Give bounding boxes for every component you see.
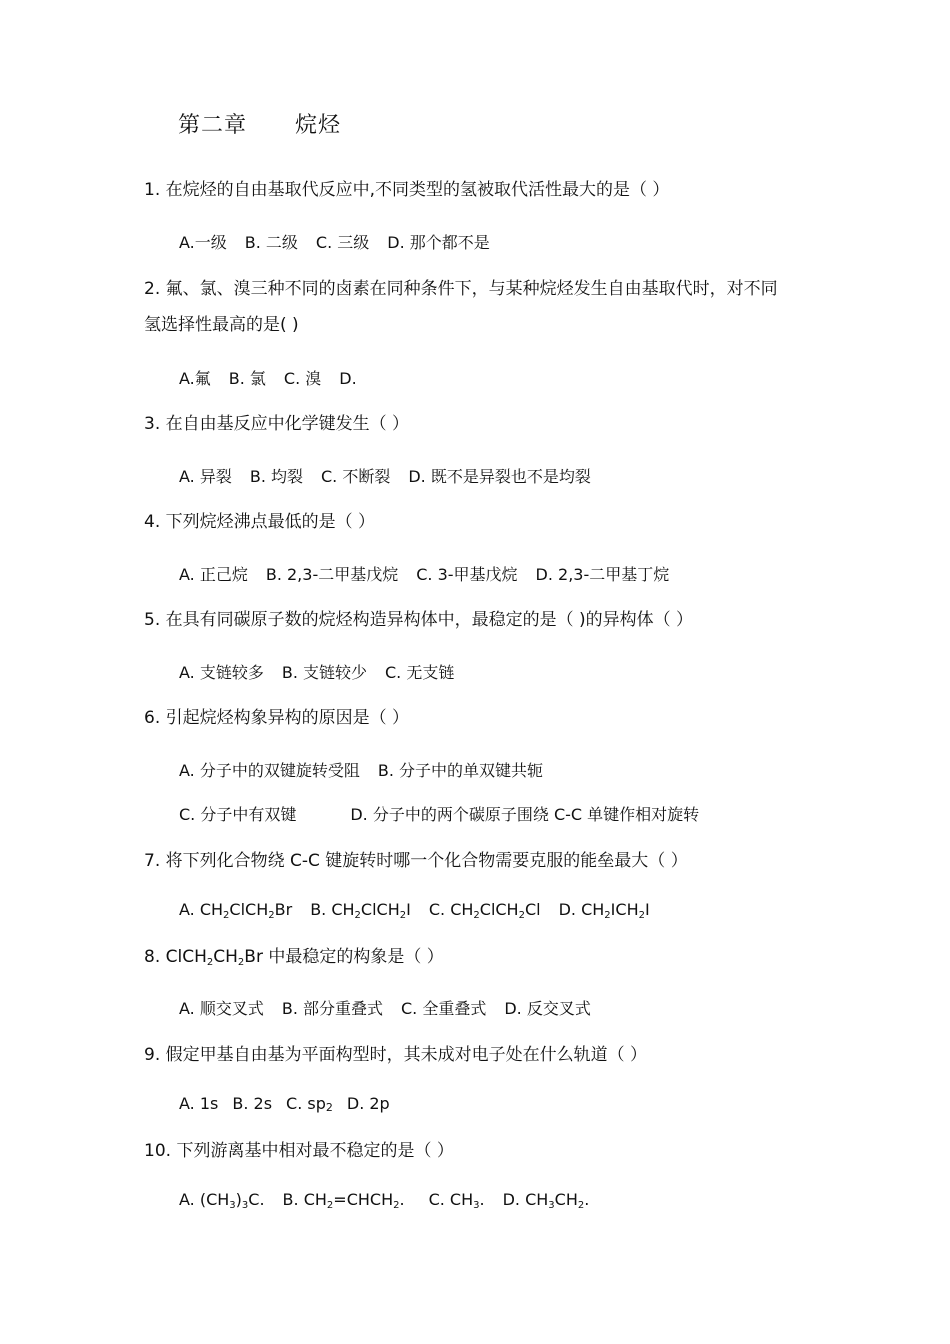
question-4-options — [179, 562, 669, 585]
question-1-stem: 1. 在烷烃的自由基取代反应中,不同类型的氢被取代活性最大的是（ ） — [144, 180, 670, 200]
option-b: B. 2s — [232, 1094, 273, 1113]
question-8-options — [179, 996, 591, 1019]
option-a: A. 支链较多 — [179, 663, 264, 682]
option-c: C. $CH_3$. — [428, 1190, 485, 1211]
question-9-options — [179, 1094, 390, 1113]
question-8-stem: 8. $ClCH_2CH_2Br$ 中最稳定的构象是（ ） — [144, 947, 444, 968]
option-a: A. 正己烷 — [179, 565, 248, 584]
option-d: D. 反交叉式 — [504, 999, 591, 1018]
option-a: A. 分子中的双键旋转受阻 — [179, 761, 360, 780]
option-c: C. $CH_2ClCH_2Cl$ — [428, 900, 541, 921]
option-a: A. 异裂 — [179, 467, 232, 486]
option-b: B. 支链较少 — [281, 663, 367, 682]
question-7-stem: 7. 将下列化合物绕 C-C 键旋转时哪一个化合物需要克服的能垒最大（ ） — [144, 851, 688, 871]
question-2-options — [179, 366, 357, 389]
option-d: D. 2p — [346, 1094, 390, 1113]
option-b: B. $CH_2=CHCH_2$. — [282, 1190, 405, 1211]
question-2-stem-line2: 氢选择性最高的是( ) — [144, 315, 299, 335]
question-2-stem-line1: 2. 氟、氯、溴三种不同的卤素在同种条件下，与某种烷烃发生自由基取代时，对不同 — [144, 279, 778, 299]
option-a: A. 1s — [179, 1094, 219, 1113]
question-9-stem: 9. 假定甲基自由基为平面构型时，其未成对电子处在什么轨道（ ） — [144, 1045, 648, 1065]
option-b: B. 部分重叠式 — [281, 999, 383, 1018]
option-d: D. — [339, 369, 357, 388]
option-b: B. 均裂 — [249, 467, 303, 486]
question-6-options-row2 — [179, 802, 699, 825]
option-d: D. $CH_2ICH_2I$ — [558, 900, 650, 921]
option-a: A. $(CH_3)_3C$. — [179, 1190, 265, 1211]
chapter-title — [178, 108, 341, 139]
option-d: D. 那个都不是 — [387, 233, 490, 252]
option-c: C. 三级 — [315, 233, 370, 252]
option-c: C. 3-甲基戊烷 — [416, 565, 518, 584]
question-3-stem: 3. 在自由基反应中化学键发生（ ） — [144, 414, 410, 434]
option-c: C. 溴 — [283, 369, 322, 388]
option-d: D. $CH_3CH_2$. — [502, 1190, 590, 1211]
option-d: D. 2,3-二甲基丁烷 — [535, 565, 670, 584]
option-d: D. 分子中的两个碳原子围绕 C-C 单键作相对旋转 — [350, 805, 700, 824]
question-6-options-row1 — [179, 758, 543, 781]
option-b: B. $CH_2ClCH_2I$ — [310, 900, 411, 921]
option-b: B. 二级 — [244, 233, 298, 252]
option-d: D. 既不是异裂也不是均裂 — [408, 467, 591, 486]
chapter-number: 第二章 — [178, 113, 248, 138]
question-5-stem: 5. 在具有同碳原子数的烷烃构造异构体中，最稳定的是（ )的异构体（ ） — [144, 610, 694, 630]
option-c: C. 全重叠式 — [401, 999, 487, 1018]
question-5-options — [179, 660, 454, 683]
question-1-options — [179, 230, 490, 253]
option-a: A. $CH_2ClCH_2Br$ — [179, 900, 293, 921]
option-b: B. 氯 — [228, 369, 266, 388]
option-c: C. sp2 — [286, 1094, 333, 1114]
option-a: A.一级 — [179, 233, 227, 252]
option-a: A.氟 — [179, 369, 211, 388]
option-b: B. 分子中的单双键共轭 — [377, 761, 543, 780]
question-10-options — [179, 1190, 589, 1209]
question-10-stem: 10. 下列游离基中相对最不稳定的是（ ） — [144, 1141, 454, 1161]
question-7-options — [179, 900, 650, 919]
question-4-stem: 4. 下列烷烃沸点最低的是（ ） — [144, 512, 376, 532]
question-3-options — [179, 464, 591, 487]
question-6-stem: 6. 引起烷烃构象异构的原因是（ ） — [144, 708, 410, 728]
option-c: C. 分子中有双键 — [179, 805, 297, 824]
chapter-name: 烷烃 — [295, 113, 342, 138]
option-c: C. 无支链 — [385, 663, 455, 682]
option-c: C. 不断裂 — [321, 467, 391, 486]
option-a: A. 顺交叉式 — [179, 999, 264, 1018]
option-b: B. 2,3-二甲基戊烷 — [265, 565, 399, 584]
